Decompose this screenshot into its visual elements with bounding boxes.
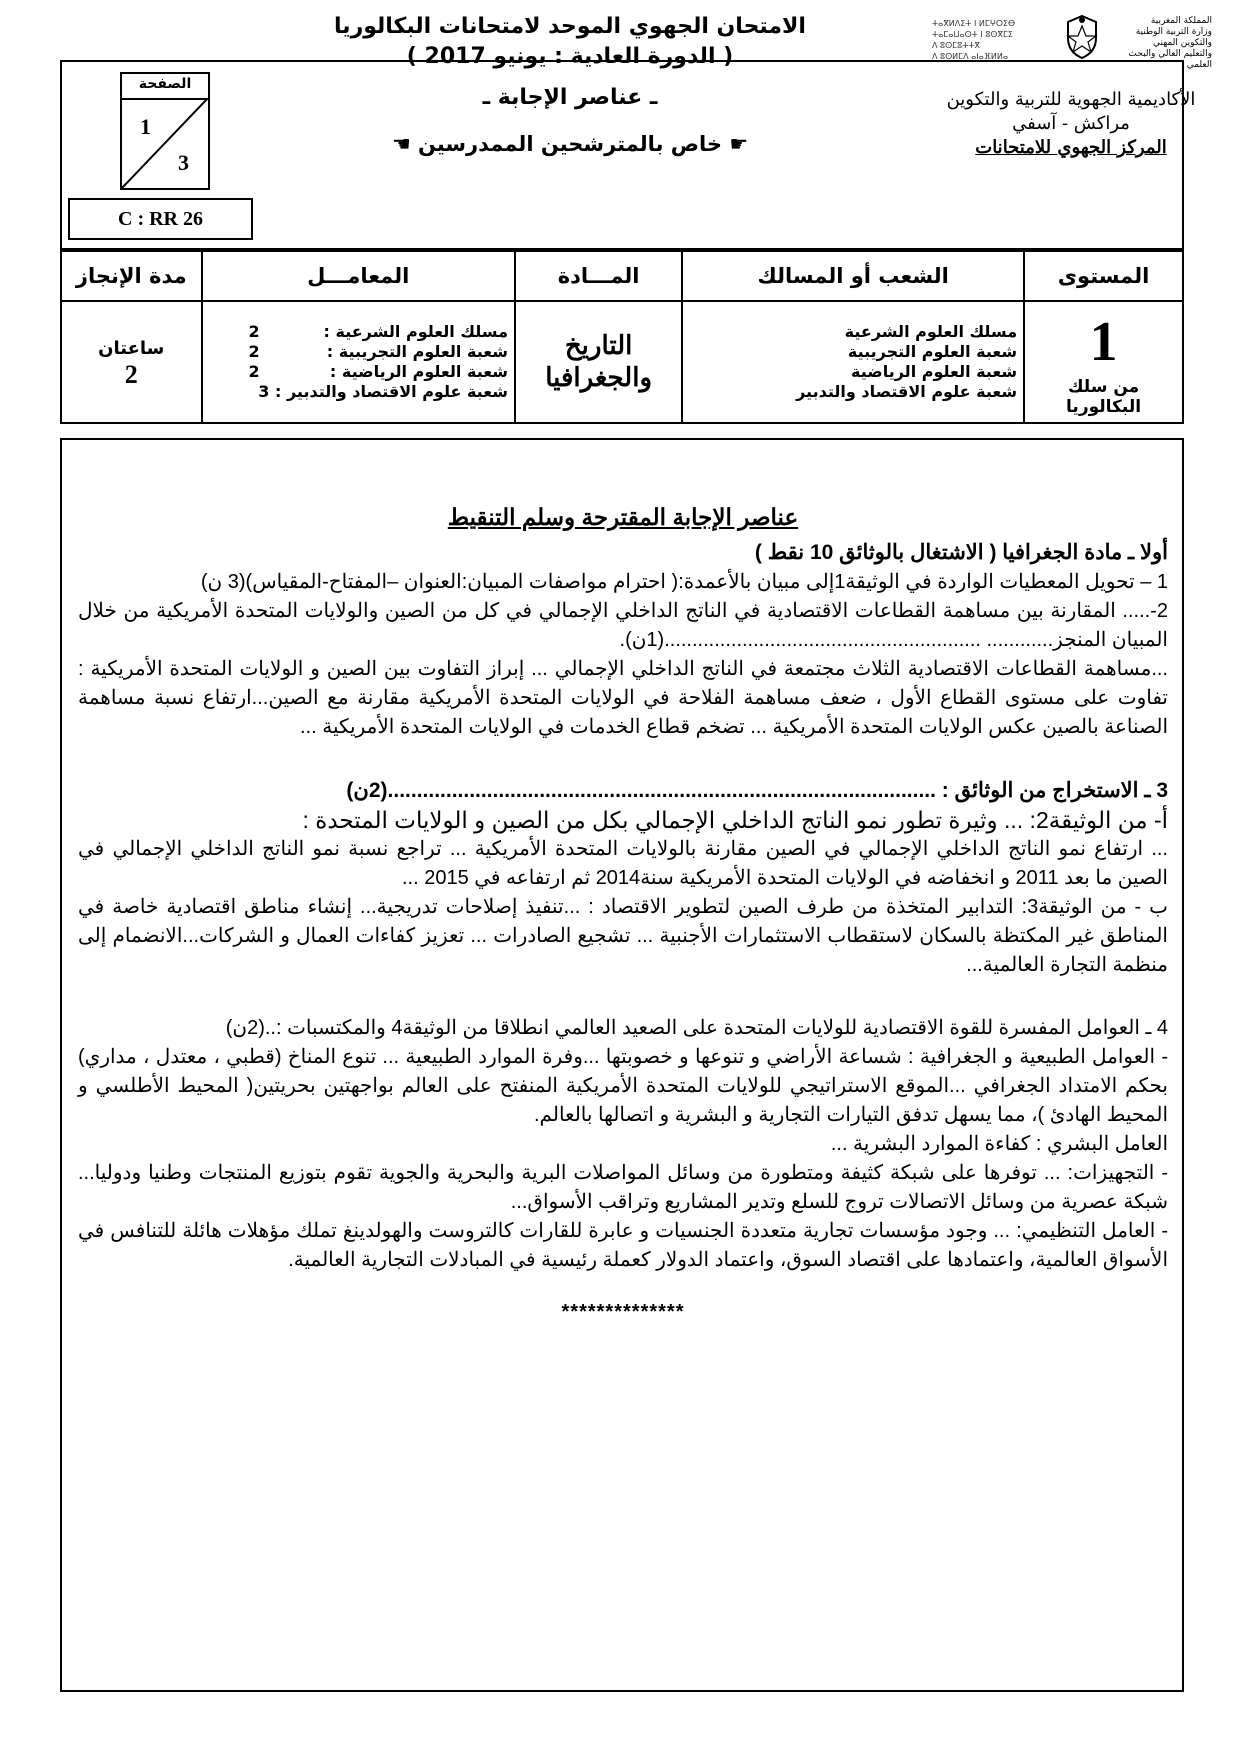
exam-center: المركز الجهوي للامتحانات [975,137,1167,158]
page-divider-line [122,98,208,188]
page-label: الصفحة [122,76,208,100]
coefficient-row: شعبة العلوم التجريبية : 2 [248,342,508,361]
coat-of-arms-icon [1062,14,1102,60]
streams-cell [682,301,1024,423]
page-total: 3 [178,150,189,175]
logo-ministry: وزارة التربية الوطنية [1135,27,1212,37]
logo-ministry-2: والتكوين المهني [1153,38,1212,48]
question-4-human: العامل البشري : كفاءة الموارد البشرية ... [830,1133,1168,1155]
question-3a-answer: ... ارتفاع نمو الناتج الداخلي الإجمالي في الصين مقارنة بالولايات المتحدة الأمريكية ... تراجع نسبة نمو الناتج الداخلي الإجمالي في الصين ما بعد 2011 و انخفاضه في الولايات المتحدة الأمريكية سنة2014 ثم ارتفاعه في 2015 ... [78,838,1168,889]
level-text: من سلك البكالوريا [1066,377,1142,417]
question-1: 1 – تحويل المعطيات الواردة في الوثيقة1إلى مبيان بالأعمدة:( احترام مواصفات المبيان:العنوان –المفتاح-المقياس)(3 ن) [200,571,1168,593]
logo-ministry-3: والتعليم العالي والبحث العلمي [1128,49,1212,70]
subject-name: التاريخ [564,331,633,361]
subject-cell [515,301,682,423]
exam-info-table [60,250,1184,424]
duration-text: ساعتان [98,338,165,359]
pointing-hand-icon-left: ☛ [391,132,411,156]
subject-name-2: والجغرافيا [545,363,653,393]
answer-content [78,500,1168,1324]
stream-item: مسلك العلوم الشرعية [844,322,1018,341]
question-2-answer: ...مساهمة القطاعات الاقتصادية الثلاث مجتمعة في الناتج الداخلي الإجمالي ... إبراز التفاوت بين الصين و الولايات المتحدة الأمريكية : تفاوت على مستوى القطاع الأول ، ضعف مساهمة الفلاحة في الولايات المتحدة الأمريكية مقارنة مع الصين...ارتفاع نسبة مساهمة الصناعة بالصين عكس الولايات المتحدة الأمريكية ... تضخم قطاع الخدمات في الولايات المتحدة الأمريكية ... [78,658,1168,738]
page-number-box [120,72,210,190]
answer-elements-label: ـ عناصر الإجابة ـ [482,85,658,110]
header-level: المستوى [1024,251,1183,301]
duration-number: 2 [124,360,138,389]
pointing-hand-icon: ☛ [729,132,749,156]
exam-title-block [300,12,840,164]
header-streams: الشعب أو المسالك [682,251,1024,301]
question-3b: ب - من الوثيقة3: التدابير المتخذة من طرف الصين لتطوير الاقتصاد : ...تنفيذ إصلاحات تدريجية... إنشاء مناطق اقتصادية خاصة في المناطق غير المكتظة بالسكان لاستقطاب الاستثمارات الأجنبية ... تشجيع الصادرات ... تعزيز كفاءات العمال و الشركات...الانضمام إلى منظمة التجارة العالمية... [78,896,1168,976]
stream-item: شعبة العلوم التجريبية [847,342,1018,361]
header-subject: المـــادة [515,251,682,301]
duration-cell [61,301,202,423]
end-separator: ************** [561,1301,685,1323]
exam-session: ( الدورة العادية : يونيو 2017 ) [406,44,734,69]
header-duration: مدة الإنجاز [61,251,202,301]
question-4-natural: - العوامل الطبيعية و الجغرافية : شساعة الأراضي و تنوعها و خصوبتها ...وفرة الموارد الطبيعية ... تنوع المناخ (قطبي ، معتدل ، مداري) بحكم الامتداد الجغرافي ...الموقع الاستراتيجي للولايات المتحدة الأمريكية المنفتح على العالم بواجهتين بحريتين( المحيط الأطلسي و المحيط الهادئ )، مما يسهل تدفق التيارات التجارية و البشرية و اتصالها بالعالم. [78,1046,1168,1126]
academy-name: الأكاديمية الجهوية للتربية والتكوين [946,89,1196,110]
logo-kingdom: المملكة المغربية [1150,16,1212,26]
page-title: عناصر الإجابة المقترحة وسلم التنقيط [447,504,799,530]
question-4-title: 4 ـ العوامل المفسرة للقوة الاقتصادية للولايات المتحدة على الصعيد العالمي انطلاقا من الوثيقة4 والمكتسبات :..(2ن) [225,1017,1168,1039]
stream-item: شعبة العلوم الرياضية [851,362,1018,381]
candidates-label: ☛ خاص بالمترشحين الممدرسين ☛ [300,124,840,164]
coefficient-row: شعبة العلوم الرياضية : 2 [248,362,508,381]
stream-item: شعبة علوم الاقتصاد والتدبير [796,382,1018,401]
page-current: 1 [140,114,151,139]
level-cell [1024,301,1183,423]
ministry-logo-area: المملكة المغربية وزارة التربية الوطنية والتكوين المهني والتعليم العالي والبحث العلمي ⵜⴰⴳⵍⴷⵉⵜ ⵏ ⵍⵎⵖⵔⵉⴱ ⵜⴰⵎⴰⵡⴰⵙⵜ ⵏ ⵓⵙⴳⵎⵉ ⴷ ⵓⵙⵎⵓⵜⵜⴳ ⴷ ⵓⵙⵍⵎⴷ ⴰⵏⴰⴼⵍⵍⴰ الأكاديمية الجهوية للتربية والتكوين مراكش - آسفي المركز الجهوي للامتحانات [922,8,1222,178]
question-4-organization: - العامل التنظيمي: ... وجود مؤسسات تجارية متعددة الجنسيات و عابرة للقارات كالتروست والهولدينغ تملك مؤهلات هائلة للتنافس في الأسواق العالمية، واعتمادها على اقتصاد السوق، واعتماد الدولار كعملة رئيسية في المبادلات التجارية العالمية. [78,1220,1168,1271]
level-number: 1 [1089,311,1118,373]
question-3a-title: أ- من الوثيقة2: ... وثيرة تطور نمو الناتج الداخلي الإجمالي بكل من الصين و الولايات المتحدة : [302,807,1168,833]
question-3-title: 3 ـ الاستخراج من الوثائق : ..............................................................................................(2ن) [346,779,1168,802]
exam-title: الامتحان الجهوي الموحد لامتحانات البكالوريا [334,14,806,39]
question-4-equipment: - التجهيزات: ... توفرها على شبكة كثيفة ومتطورة من وسائل المواصلات البرية والبحرية والجوية تقوم بتوزيع المنتجات وطنيا ودوليا... شبكة عصرية من وسائل الاتصالات تروج للسلع وتدير المشاريع وتراقب الأسواق... [78,1162,1168,1213]
academy-region: مراكش - آسفي [1012,113,1130,134]
header-coefficient: المعامـــل [202,251,515,301]
section-title: أولا ـ مادة الجغرافيا ( الاشتغال بالوثائق 10 نقط ) [754,541,1168,564]
question-2: 2-..... المقارنة بين مساهمة القطاعات الاقتصادية في الناتج الداخلي الإجمالي في كل من الصين والولايات المتحدة الأمريكية من خلال المبيان المنجز............ .........................................................(1ن). [78,600,1168,651]
exam-code: C : RR 26 [68,198,253,240]
coefficient-row: مسلك العلوم الشرعية : 2 [248,322,508,341]
coefficient-row: شعبة علوم الاقتصاد والتدبير : 3 [258,382,508,401]
coefficients-cell [202,301,515,423]
